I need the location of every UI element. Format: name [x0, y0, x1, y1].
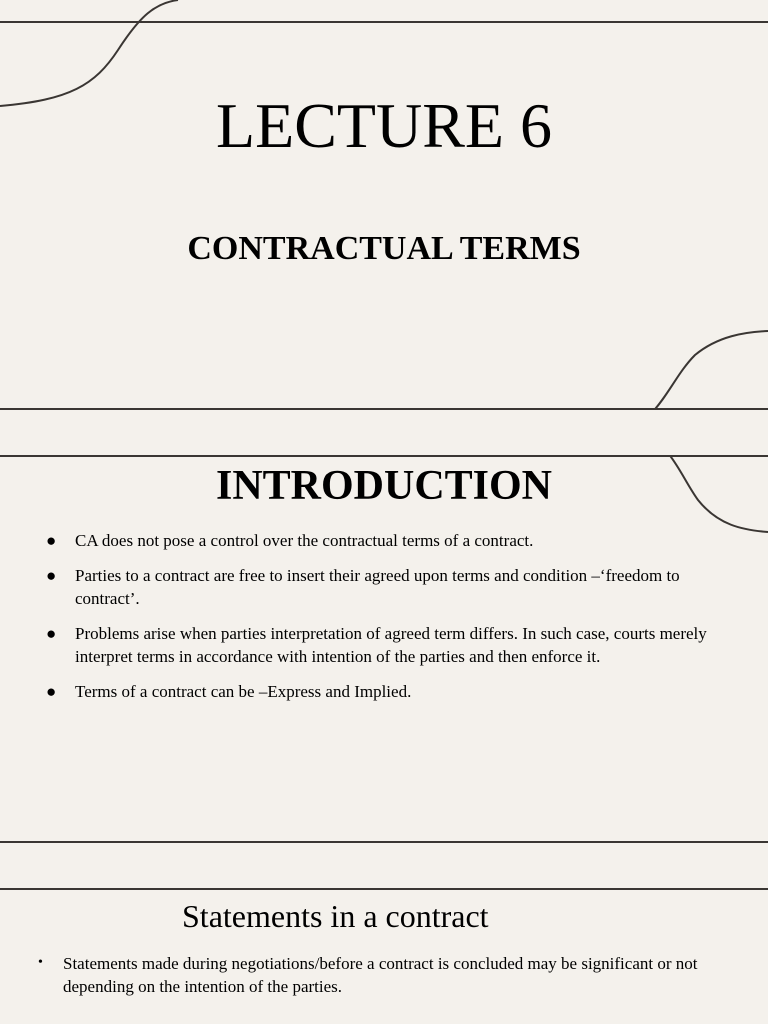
bottom-rule [0, 408, 768, 410]
decorative-curves [0, 0, 768, 410]
bullet-text: Parties to a contract are free to insert their agreed upon terms and condition –‘freedom to contract’. [75, 566, 680, 608]
top-rule [0, 455, 768, 457]
list-item [46, 622, 726, 668]
bullet-icon: ● [46, 624, 57, 643]
statements-slide [0, 888, 768, 1024]
bullet-text: Statements made during negotiations/before a contract is concluded may be significant or not depending on the intention of the parties. [63, 954, 698, 996]
bullet-icon: • [38, 955, 43, 970]
top-rule [0, 888, 768, 890]
introduction-bullet-list [46, 529, 726, 715]
bullet-icon: ● [46, 566, 57, 585]
top-rule [0, 21, 768, 23]
bullet-text: Problems arise when parties interpretation of agreed term differs. In such case, courts merely interpret terms in accordance with intention of the parties and then enforce it. [75, 624, 707, 666]
list-item [46, 680, 726, 703]
bullet-text: Terms of a contract can be –Express and Implied. [75, 682, 412, 701]
list-item [46, 529, 726, 552]
introduction-slide [0, 455, 768, 843]
list-item [38, 952, 718, 998]
statements-bullet-list [38, 952, 718, 998]
list-item [46, 564, 726, 610]
statements-heading: Statements in a contract [182, 898, 489, 934]
introduction-heading: INTRODUCTION [215, 463, 553, 509]
lecture-title: LECTURE 6 [216, 90, 552, 161]
bullet-icon: ● [46, 682, 57, 701]
bullet-text: CA does not pose a control over the contractual terms of a contract. [75, 531, 534, 550]
bottom-rule [0, 841, 768, 843]
lecture-subtitle: CONTRACTUAL TERMS [187, 230, 581, 267]
title-slide [0, 0, 768, 410]
bullet-icon: ● [46, 531, 57, 550]
